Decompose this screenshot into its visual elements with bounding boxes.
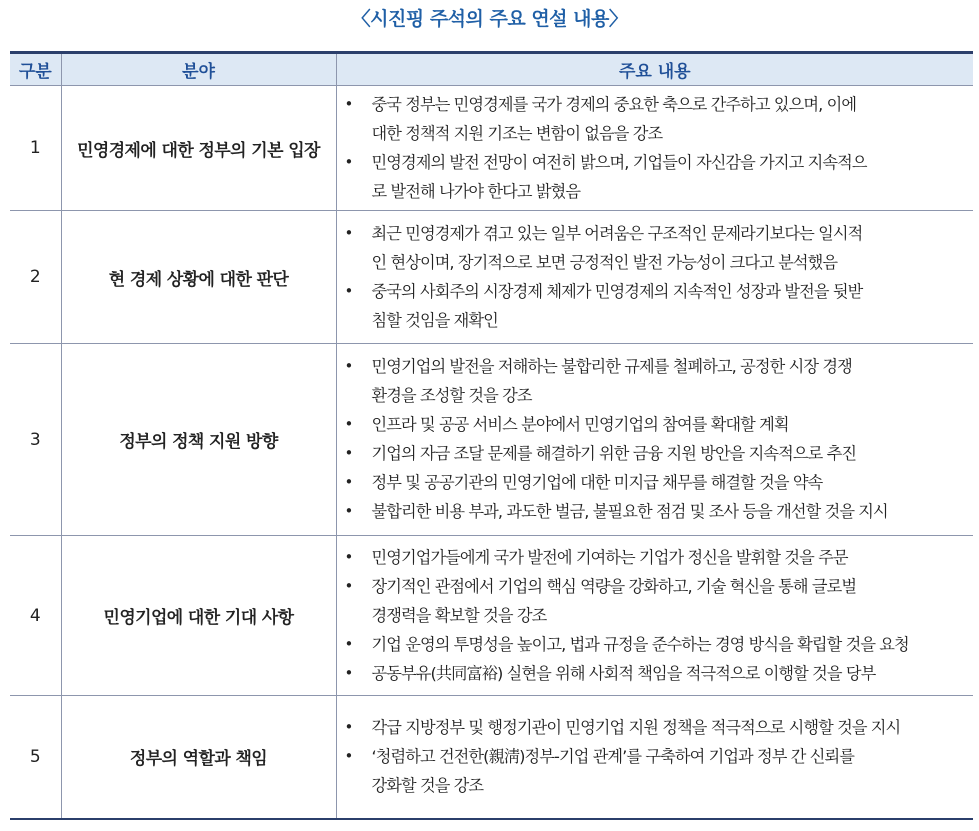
list-item: • 민영기업가들에게 국가 발전에 기여하는 기업가 정신을 발휘할 것을 주문	[345, 543, 974, 572]
list-item: • 장기적인 관점에서 기업의 핵심 역량을 강화하고, 기술 혁신을 통해 글로벌 경쟁력을 확보할 것을 강조	[345, 572, 974, 630]
row-content	[336, 211, 973, 344]
list-item: • 기업의 자금 조달 문제를 해결하기 위한 금융 지원 방안을 지속적으로 추진	[345, 439, 974, 468]
speech-summary-table	[10, 51, 973, 820]
row-field: 정부의 역할과 책임	[61, 696, 336, 819]
list-item: • 인프라 및 공공 서비스 분야에서 민영기업의 참여를 확대할 계획	[345, 410, 974, 439]
table-row	[10, 536, 973, 696]
list-item: • 중국 정부는 민영경제를 국가 경제의 중요한 축으로 간주하고 있으며, 이에 대한 정책적 지원 기조는 변함이 없음을 강조	[345, 90, 974, 148]
table-title: 〈시진핑 주석의 주요 연설 내용〉	[351, 8, 628, 30]
row-field: 정부의 정책 지원 방향	[61, 344, 336, 536]
list-item: • 민영기업의 발전을 저해하는 불합리한 규제를 철폐하고, 공정한 시장 경쟁 환경을 조성할 것을 강조	[345, 352, 974, 410]
row-number: 3	[10, 344, 61, 536]
row-content	[336, 696, 973, 819]
row-number: 5	[10, 696, 61, 819]
table-row	[10, 211, 973, 344]
list-item: • 최근 민영경제가 겪고 있는 일부 어려움은 구조적인 문제라기보다는 일시적 인 현상이며, 장기적으로 보면 긍정적인 발전 가능성이 크다고 분석했음	[345, 219, 974, 277]
list-item: • 중국의 사회주의 시장경제 체제가 민영경제의 지속적인 성장과 발전을 뒷받 침할 것임을 재확인	[345, 277, 974, 335]
list-item: • 기업 운영의 투명성을 높이고, 법과 규정을 준수하는 경영 방식을 확립할 것을 요청	[345, 630, 974, 659]
row-field: 민영기업에 대한 기대 사항	[61, 536, 336, 696]
header-field: 분야	[61, 53, 336, 86]
list-item: • 민영경제의 발전 전망이 여전히 밝으며, 기업들이 자신감을 가지고 지속적으 로 발전해 나가야 한다고 밝혔음	[345, 148, 974, 206]
table-row	[10, 86, 973, 211]
row-field: 현 경제 상황에 대한 판단	[61, 211, 336, 344]
list-item: • 공동부유(共同富裕) 실현을 위해 사회적 책임을 적극적으로 이행할 것을 당부	[345, 659, 974, 688]
row-number: 1	[10, 86, 61, 211]
header-row	[10, 53, 973, 86]
row-field: 민영경제에 대한 정부의 기본 입장	[61, 86, 336, 211]
list-item: • 불합리한 비용 부과, 과도한 벌금, 불필요한 점검 및 조사 등을 개선할 것을 지시	[345, 497, 974, 526]
row-number: 4	[10, 536, 61, 696]
header-num: 구분	[10, 53, 61, 86]
table-row	[10, 344, 973, 536]
list-item: • 정부 및 공공기관의 민영기업에 대한 미지급 채무를 해결할 것을 약속	[345, 468, 974, 497]
list-item: • 각급 지방정부 및 행정기관이 민영기업 지원 정책을 적극적으로 시행할 것을 지시	[345, 713, 974, 742]
list-item: • ‘청렴하고 건전한(親淸)정부-기업 관계’를 구축하여 기업과 정부 간 신뢰를 강화할 것을 강조	[345, 742, 974, 800]
row-number: 2	[10, 211, 61, 344]
header-content: 주요 내용	[336, 53, 973, 86]
table-row	[10, 696, 973, 819]
row-content	[336, 344, 973, 536]
row-content	[336, 86, 973, 211]
row-content	[336, 536, 973, 696]
